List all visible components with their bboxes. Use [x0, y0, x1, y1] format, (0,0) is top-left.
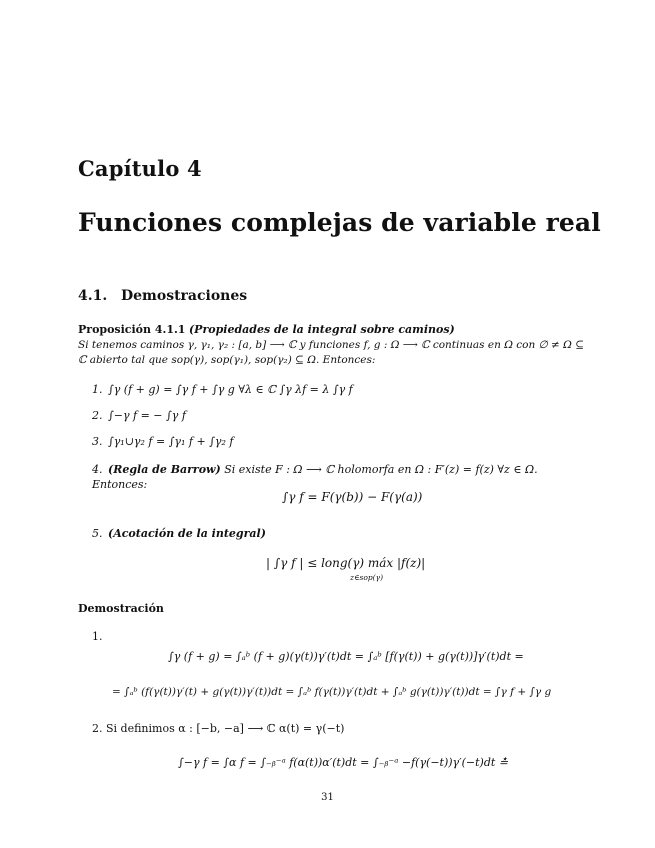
chapter-label: Capítulo 4: [78, 156, 202, 181]
item-number: 2.: [92, 409, 103, 422]
list-item-3: [92, 435, 233, 448]
proposition-title: (Propiedades de la integral sobre caminos): [188, 323, 455, 336]
section-heading: [78, 288, 247, 304]
page-number: 31: [321, 792, 334, 803]
list-item-1: [92, 383, 353, 396]
list-item-5: [92, 527, 266, 540]
section-number: 4.1.: [78, 288, 108, 304]
item-formula: ∫−γ f = − ∫γ f: [108, 409, 186, 422]
barrow-equation: ∫γ f = F(γ(b)) − F(γ(a)): [282, 490, 423, 504]
item-text: Si existe F : Ω ⟶ ℂ holomorfa en Ω : F′(z) = f(z) ∀z ∈ Ω. Entonces:: [92, 463, 538, 491]
item-number: 5.: [92, 527, 103, 540]
bound-subscript: z∈sop(γ): [350, 573, 384, 582]
item-number: 3.: [92, 435, 103, 448]
bound-equation: | ∫γ f | ≤ long(γ) máx |f(z)|: [266, 556, 426, 570]
proposition-label: Proposición 4.1.1: [78, 323, 186, 336]
proof-step-1-line-2: = ∫ₐᵇ (f(γ(t))γ′(t) + g(γ(t))γ′(t))dt = ∫ₐᵇ f(γ(t))γ′(t)dt + ∫ₐᵇ g(γ(t))γ′(t))dt = ∫γ f + ∫γ g: [112, 686, 552, 698]
item-bold-title: (Acotación de la integral): [108, 527, 266, 540]
proof-step-1-line-1: ∫γ (f + g) = ∫ₐᵇ (f + g)(γ(t))γ′(t)dt = ∫ₐᵇ [f(γ(t)) + g(γ(t))]γ′(t)dt =: [168, 650, 524, 663]
section-label: Demostraciones: [121, 288, 248, 304]
proposition-heading: [78, 323, 455, 336]
item-formula: ∫γ₁∪γ₂ f = ∫γ₁ f + ∫γ₂ f: [108, 435, 234, 448]
list-item-4: [92, 462, 584, 492]
item-formula: ∫γ (f + g) = ∫γ f + ∫γ g ∀λ ∈ ℂ ∫γ λf = λ ∫γ f: [108, 383, 353, 396]
list-item-2: [92, 409, 186, 422]
proof-step-1-number: 1.: [92, 630, 103, 643]
proof-step-2-equation: ∫−γ f = ∫α f = ∫₋ᵦ⁻ᵃ f(α(t))α′(t)dt = ∫₋ᵦ⁻ᵃ −f(γ(−t))γ′(−t)dt ≛: [178, 756, 508, 769]
chapter-title: Funciones complejas de variable real: [78, 208, 601, 237]
proof-heading: Demostración: [78, 602, 164, 615]
proposition-intro: Si tenemos caminos γ, γ₁, γ₂ : [a, b] ⟶ ℂ y funciones f, g : Ω ⟶ ℂ continuas en Ω con ∅ ≠ Ω ⊆ ℂ abierto tal que sop(γ), sop(γ₁), sop(γ₂) ⊆ Ω. Entonces:: [78, 339, 585, 366]
proof-step-2-text: 2. Si definimos α : [−b, −a] ⟶ ℂ α(t) = γ(−t): [92, 722, 345, 735]
item-number: 4.: [92, 463, 103, 476]
item-bold-title: (Regla de Barrow): [108, 463, 221, 476]
item-number: 1.: [92, 383, 103, 396]
